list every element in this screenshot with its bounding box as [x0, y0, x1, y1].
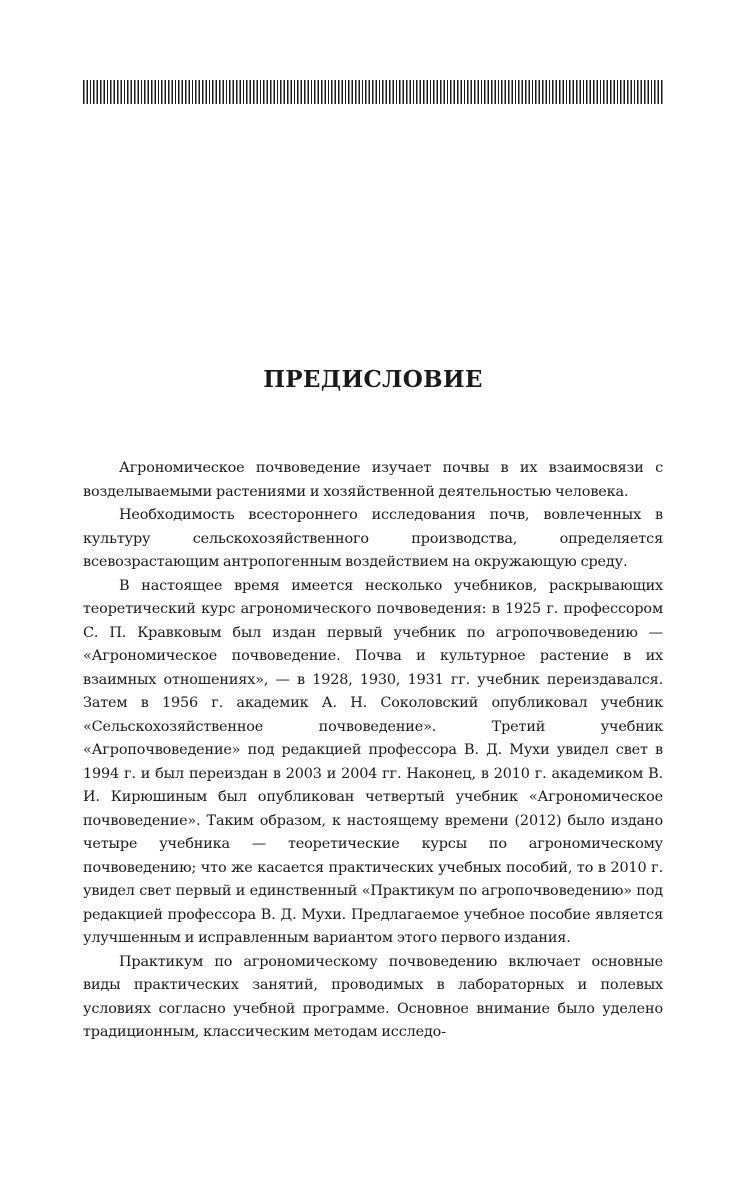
paragraph: В настоящее время имеется несколько учебников, раскрывающих теоретический курс агрономического почвоведения: в 1925 г. профессором С. П. Кравковым был издан первый учебник по агропочвоведению — «Агрономическое почвоведение. Почва и культурное растение в их взаимных отношениях», — в 1928, 1930, 1931 гг. учебник переиздавался. Затем в 1956 г. академик А. Н. Соколовский опубликовал учебник «Сельскохозяйственное почвоведение». Третий учебник «Агропочвоведение» под редакцией профессора В. Д. Мухи увидел свет в 1994 г. и был переиздан в 2003 и 2004 гг. Наконец, в 2010 г. академиком В. И. Кирюшиным был опубликован четвертый учебник «Агрономическое почвоведение». Таким образом, к настоящему времени (2012) было издано четыре учебника — теоретические курсы по агрономическому почвоведению; что же касается практических учебных пособий, то в 2010 г. увидел свет первый и единственный «Практикум по агропочвоведению» под редакцией профессора В. Д. Мухи. Предлагаемое учебное пособие является улучшенным и исправленным вариантом этого первого издания.: [83, 577, 663, 946]
body-text: [83, 457, 663, 1045]
top-decorative-rule: [83, 80, 663, 104]
paragraph: Практикум по агрономическому почвоведению включает основные виды практических занятий, проводимых в лабораторных и полевых условиях согласно учебной программе. Основное внимание было уделено традиционным, классическим методам исследо-: [83, 953, 663, 1040]
paragraph: Необходимость всестороннего исследования почв, вовлеченных в культуру сельскохозяйственного производства, определяется всевозрастающим антропогенным воздействием на окружающую среду.: [83, 507, 663, 570]
paragraph: Агрономическое почвоведение изучает почвы в их взаимосвязи с возделываемыми растениями и хозяйственной деятельностью человека.: [83, 460, 663, 500]
page-title: ПРЕДИСЛОВИЕ: [263, 366, 483, 393]
